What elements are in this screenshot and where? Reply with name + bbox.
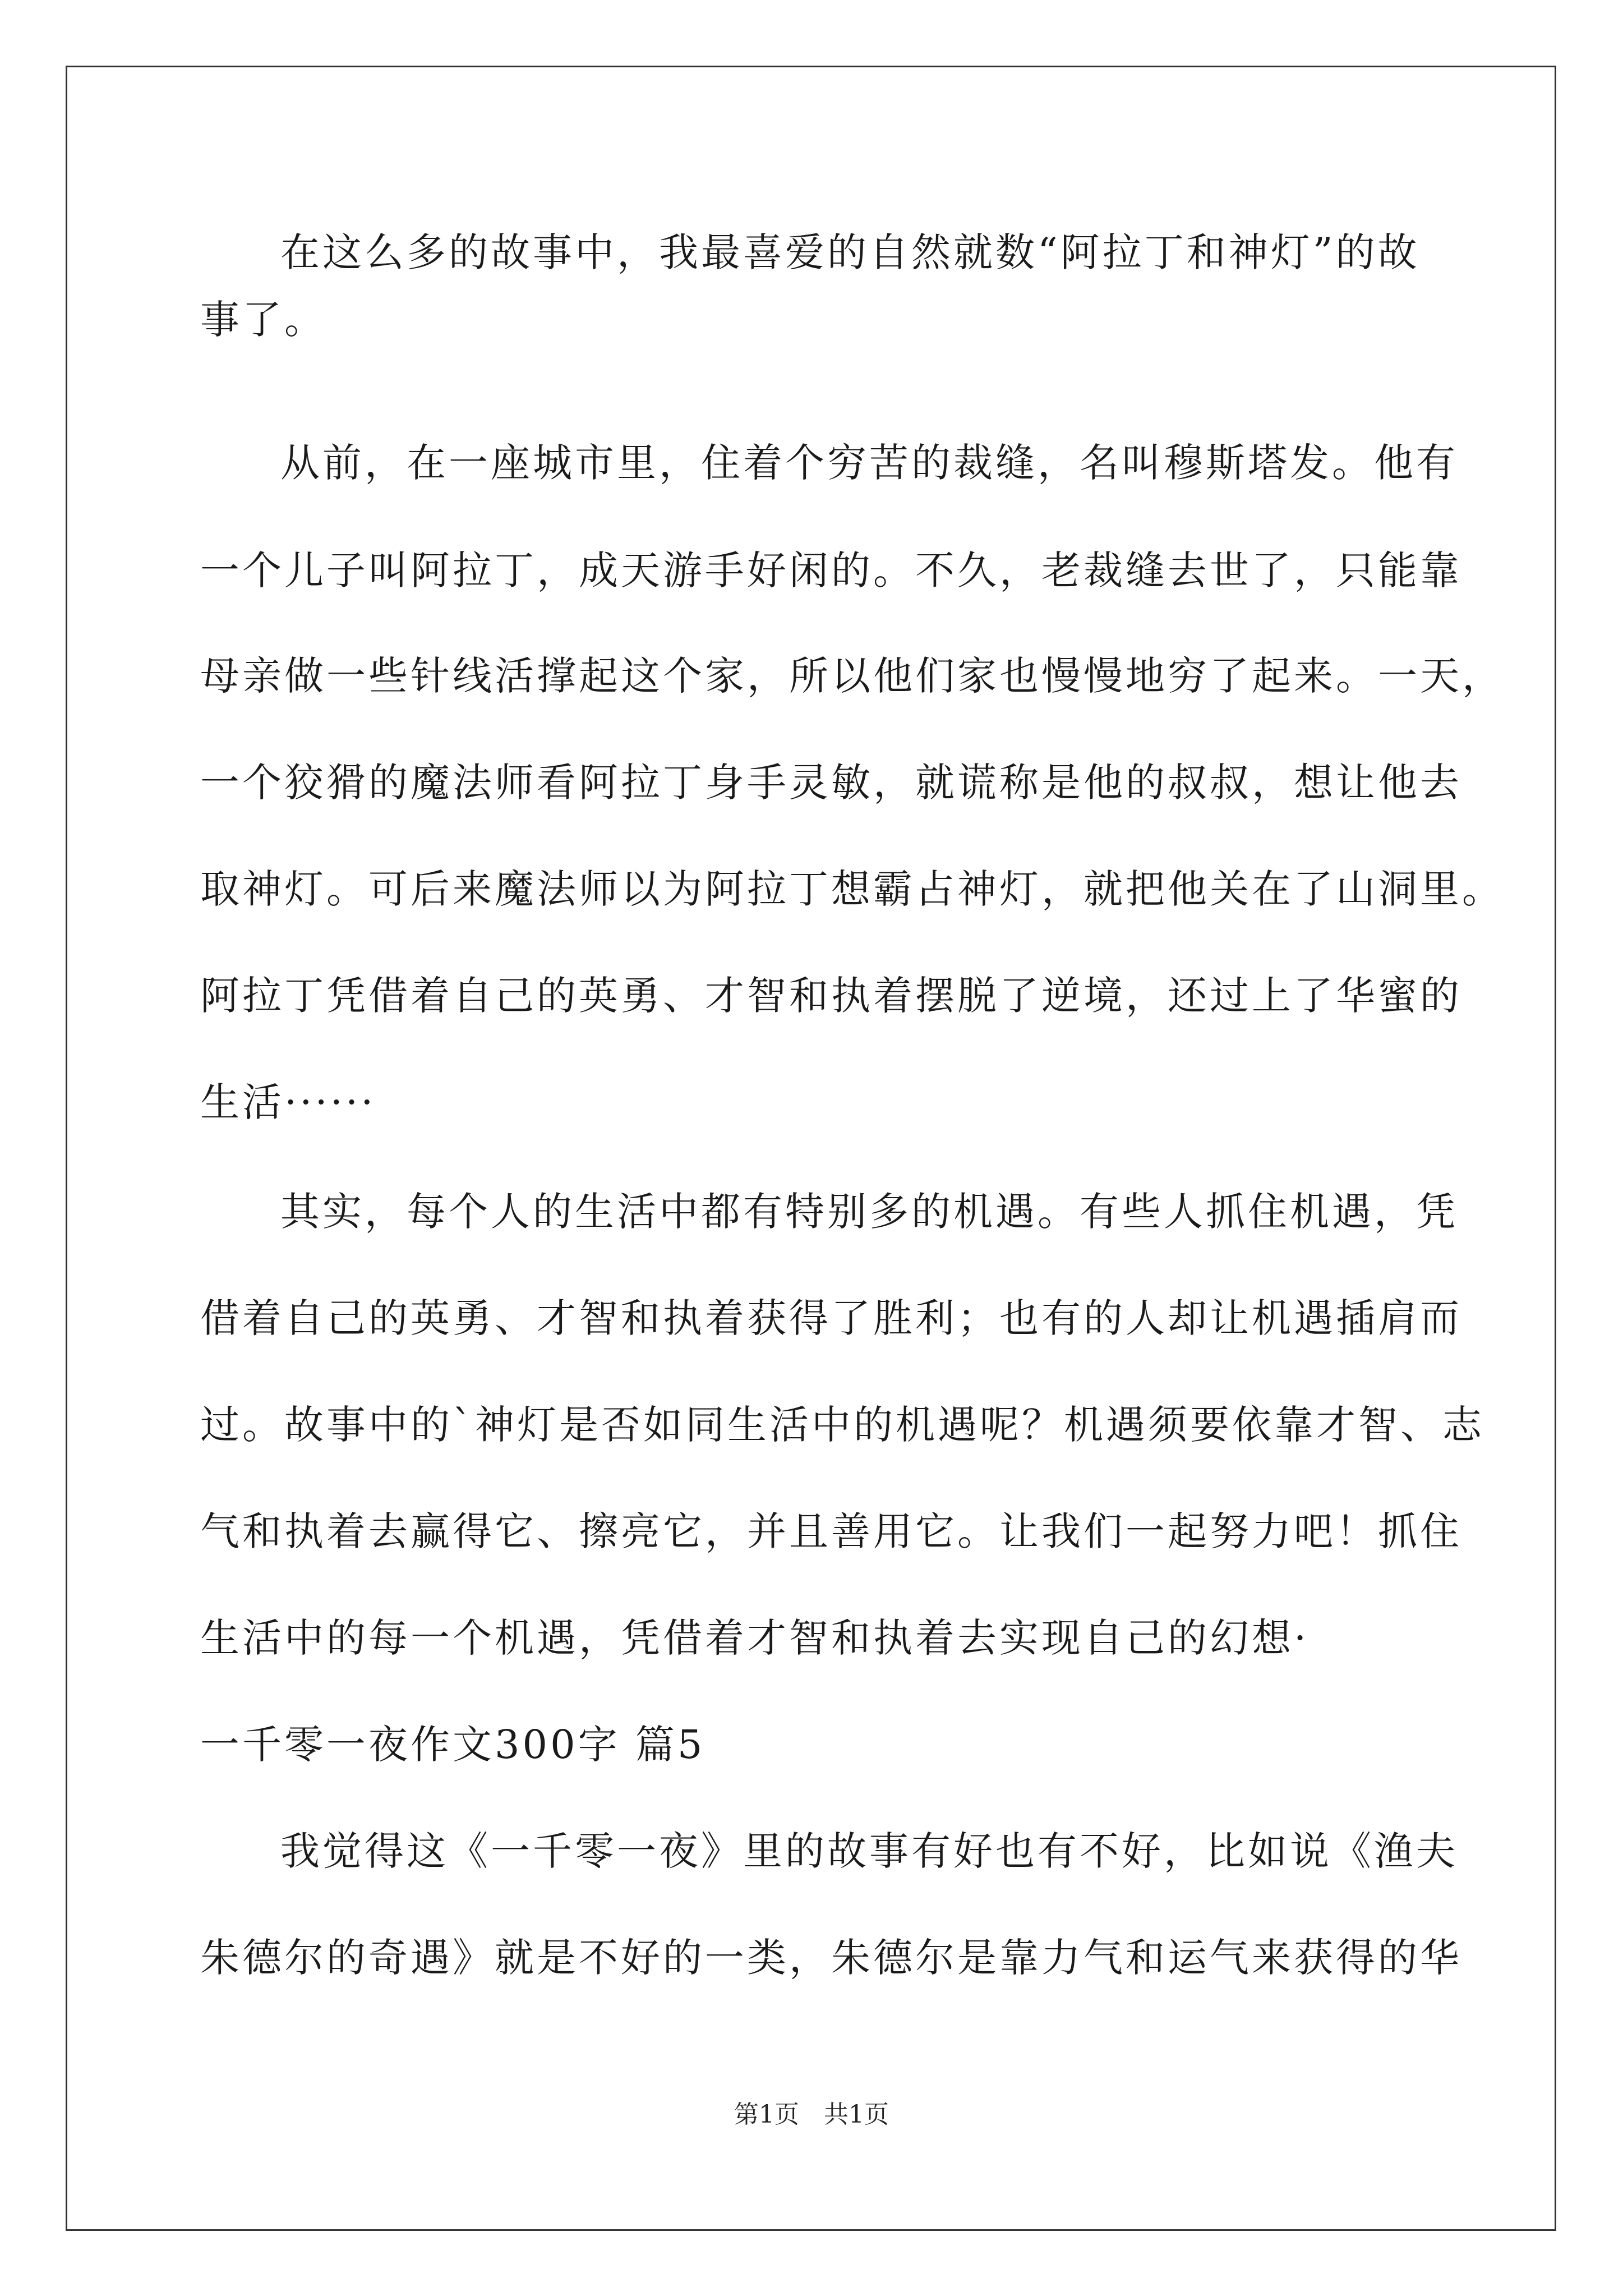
text-line: 从前，在一座城市里，住着个穷苦的裁缝，名叫穆斯塔发。他有: [280, 440, 1458, 486]
text-line: 阿拉丁凭借着自己的英勇、才智和执着摆脱了逆境，还过上了华蜜的: [200, 973, 1462, 1019]
text-line: 气和执着去赢得它、擦亮它，并且善用它。让我们一起努力吧！抓住: [200, 1508, 1462, 1554]
text-line: 取神灯。可后来魔法师以为阿拉丁想霸占神灯，就把他关在了山洞里。: [200, 866, 1504, 912]
text-line: 一个儿子叫阿拉丁，成天游手好闲的。不久，老裁缝去世了，只能靠: [200, 547, 1462, 593]
section-heading: 一千零一夜作文300字 篇5: [200, 1722, 706, 1768]
text-line: 一个狡猾的魔法师看阿拉丁身手灵敏，就谎称是他的叔叔，想让他去: [200, 760, 1462, 806]
page-border: [66, 66, 1556, 2231]
text-line: 事了。: [200, 297, 326, 343]
text-line: 其实，每个人的生活中都有特别多的机遇。有些人抓住机遇，凭: [280, 1189, 1458, 1235]
text-line: 在这么多的故事中，我最喜爱的自然就数“阿拉丁和神灯”的故: [280, 229, 1420, 275]
text-line: 过。故事中的`神灯是否如同生活中的机遇呢？机遇须要依靠才智、志: [200, 1402, 1484, 1448]
text-line: 生活中的每一个机遇，凭借着才智和执着去实现自己的幻想·: [200, 1615, 1310, 1661]
page-number-footer: 第1页 共1页: [734, 2100, 889, 2129]
text-line: 借着自己的英勇、才智和执着获得了胜利；也有的人却让机遇插肩而: [200, 1295, 1462, 1341]
text-line: 母亲做一些针线活撑起这个家，所以他们家也慢慢地穷了起来。一天，: [200, 653, 1504, 699]
text-line: 生活······: [200, 1079, 376, 1125]
text-line: 朱德尔的奇遇》就是不好的一类，朱德尔是靠力气和运气来获得的华: [200, 1935, 1462, 1981]
text-line: 我觉得这《一千零一夜》里的故事有好也有不好，比如说《渔夫: [280, 1828, 1458, 1874]
